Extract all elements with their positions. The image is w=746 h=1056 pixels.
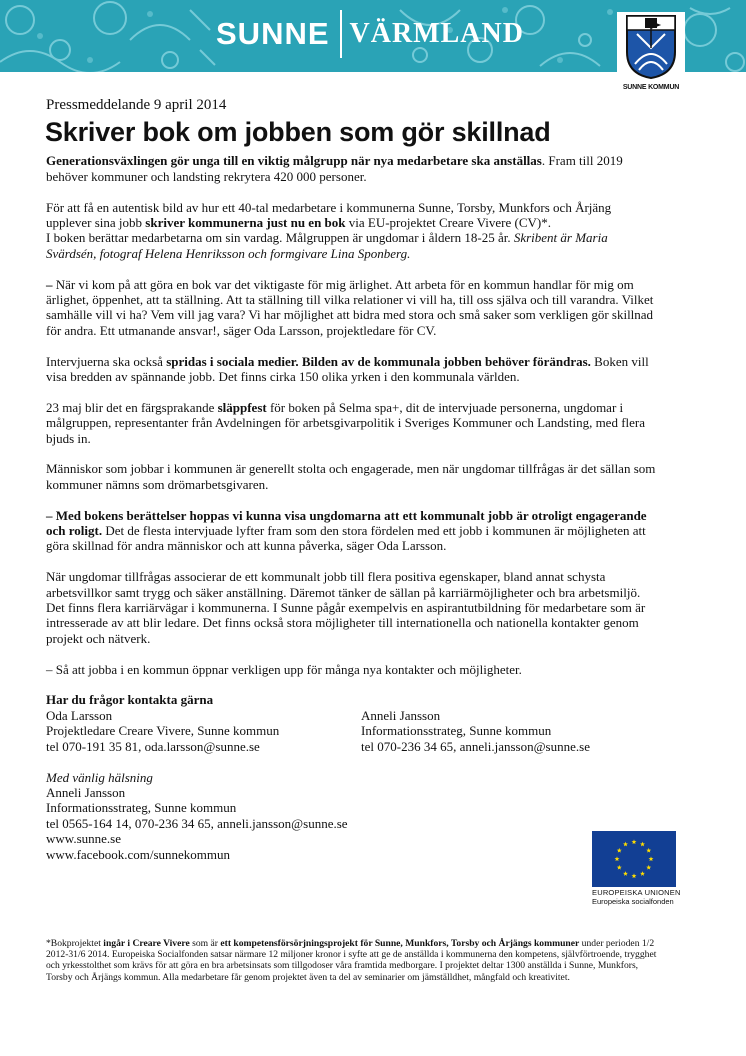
press-release-body: [46, 98, 656, 862]
contact-oda: [46, 708, 361, 754]
p5-bold: släppfest: [217, 399, 267, 415]
eu-star: [623, 871, 628, 876]
p3-text: När vi kom på att göra en bok var det viktigaste för mig ärlighet. Att arbeta för en kommun handlar för mig om ärlighet, öppenhet, att ta ställning. Att ta ställning till vilka relationer vi vill ha, till oss själva och till varandra. Vilket samhälle vill vi ha? Vem vill jag vara? Vi har möjlighet att bidra med stora och små saker som verkligen gör skillnad för andra. Ett utmanande ansvar!, säger Oda Larsson, projektledare för CV.: [46, 276, 654, 338]
p2-text-b: via EU-projektet Creare Vivere (CV)*.: [345, 215, 551, 231]
eu-star: [623, 842, 628, 847]
eu-star: [632, 839, 637, 844]
p2-bold: skriver kommunerna just nu en bok: [145, 215, 346, 231]
contact-details[interactable]: tel 070-191 35 81, oda.larsson@sunne.se: [46, 738, 260, 754]
lead-paragraph: [46, 153, 656, 184]
closing-role: Informationsstrateg, Sunne kommun: [46, 800, 237, 816]
p4-text-a: Intervjuerna ska också: [46, 353, 167, 369]
footnote-d: ett kompetensförsörjningsprojekt för Sunne, Munkfors, Torsby och Årjängs kommuner: [220, 938, 580, 949]
p4-text-rest: Boken vill visa bredden av spännande jobb. Det finns cirka 150 olika yrken i den kommunala världen.: [46, 353, 649, 385]
paragraph-7: [46, 508, 656, 554]
eu-label-union: EUROPEISKA UNIONEN: [592, 888, 681, 897]
brand-sunne: SUNNE: [216, 16, 330, 51]
eu-star: [617, 848, 622, 853]
footnote-e: under perioden 1/2 2012-31/6 2014. Europeiska Socialfonden satsar närmare 12 miljoner kronor i syfte att ge de anställda i kommunerna den kompetens, självförtroende, trygghet och yrkesstolthet som krävs för att göra en bra arbetsinsats som tillgodoser våra framtida medborgare. I projektet deltar 1300 anställda i Sunne, Munkfors, Torsby och Årjängs kommun. Alla medarbetare får genom projektet även ta del av seminarier om jämställdhet, mångfald och kreativitet.: [46, 938, 657, 983]
contact-name: Anneli Jansson: [361, 707, 441, 723]
p2-text-a: För att få en autentisk bild av hur ett 40-tal medarbetare i kommunerna Sunne, Torsby, Munkfors och Årjäng upplever sina jobb: [46, 199, 612, 231]
paragraph-8: När ungdomar tillfrågas associerar de ett kommunalt jobb till flera positiva egenskaper, bland annat schysta arbetsvillkor samt trygg och säker anställning. Däremot tänker de sällan på karriärmöjligheter och bra arbetsmiljö. Det finns flera karriärvägar i kommunerna. I Sunne pågår exempelvis en aspirantutbildning för medarbetare som är intresserade av att blir ledare. Det finns också stora möjligheter till internationella och nationella kontakter genom projekt och nätverk.: [46, 569, 646, 646]
brand-wordmark: [216, 8, 524, 60]
paragraph-5: [46, 400, 656, 446]
brand-varmland: VÄRMLAND: [349, 18, 524, 49]
contact-name: Oda Larsson: [46, 707, 113, 723]
eu-star: [615, 856, 620, 861]
p5-text-a: 23 maj blir det en färgsprakande: [46, 399, 218, 415]
paragraph-3: [46, 277, 656, 339]
lead-bold: Generationsväxlingen gör unga till en viktig målgrupp när nya medarbetare ska anställas: [46, 153, 542, 169]
brand-divider: [340, 10, 342, 58]
paragraph-6: Människor som jobbar i kommunen är generellt stolta och engagerade, men när ungdomar tillfrågas är det sällan som kommuner nämns som drömarbetsgivaren.: [46, 461, 656, 492]
footnote-a: *Bokprojektet: [46, 938, 104, 949]
website-link[interactable]: www.sunne.se: [46, 831, 121, 847]
footnote-c: som är: [189, 938, 221, 949]
eu-flag-icon: [592, 831, 676, 887]
paragraph-2: [46, 200, 656, 262]
facebook-link[interactable]: www.facebook.com/sunnekommun: [46, 846, 231, 862]
contact-role: Informationsstrateg, Sunne kommun: [361, 723, 552, 739]
eu-stars: [592, 831, 676, 887]
p2-text-c: I boken berättar medarbetarna om sin vardag. Målgruppen är ungdomar i åldern 18-25 år.: [46, 230, 514, 246]
closing-block: [46, 770, 656, 862]
contacts-heading-text: Har du frågor kontakta gärna: [46, 692, 214, 708]
p5-text-rest: för boken på Selma spa+, dit de intervjuade personerna, ungdomar i målgruppen, representanter från Avdelningen för arbetsgivarpolitik i Sveriges Kommuner och Landsting, med flera bjuds in.: [46, 399, 646, 446]
paragraph-9: – Så att jobba i en kommun öppnar verkligen upp för många nya kontakter och möjligheter.: [46, 661, 522, 677]
p7-bold: – Med bokens berättelser hoppas vi kunna visa ungdomarna att ett kommunalt jobb är otroligt engagerande och roligt.: [46, 507, 647, 539]
contact-anneli: [361, 708, 590, 754]
contact-details[interactable]: tel 070-236 34 65, anneli.jansson@sunne.se: [361, 738, 590, 754]
p3-dash: –: [46, 276, 53, 292]
p2-credits: Skribent är Maria Svärdsén, fotograf Helena Henriksson och formgivare Lina Sponberg.: [46, 230, 608, 261]
lead-rest: . Fram till 2019 behöver kommuner och landsting rekrytera 420 000 personer.: [46, 153, 623, 184]
closing-greeting: Med vänlig hälsning: [46, 769, 153, 785]
eu-star: [646, 865, 651, 870]
p7-text-rest: Det de flesta intervjuade lyfter fram som den stora fördelen med ett jobb i kommunen är möjligheten att göra skillnad för andra människor och att kunna påverka, säger Oda Larsson.: [46, 523, 646, 554]
closing-name: Anneli Jansson: [46, 784, 126, 800]
footnote: [46, 938, 658, 983]
page-title: Skriver bok om jobben som gör skillnad: [45, 117, 551, 148]
footnote-b: ingår i Creare Vivere: [103, 938, 190, 949]
crest-label: SUNNE KOMMUN: [622, 84, 680, 91]
press-date: Pressmeddelande 9 april 2014: [46, 97, 227, 113]
eu-star: [617, 865, 622, 870]
eu-star: [646, 848, 651, 853]
contacts-heading: [46, 692, 656, 707]
eu-label-fund: Europeiska socialfonden: [592, 897, 674, 906]
eu-star: [632, 873, 637, 878]
closing-contact[interactable]: tel 0565-164 14, 070-236 34 65, anneli.jansson@sunne.se: [46, 815, 348, 831]
municipality-crest: [617, 12, 685, 96]
eu-star: [640, 842, 645, 847]
paragraph-4: [46, 354, 656, 385]
eu-star: [640, 871, 645, 876]
crest-icon: [625, 14, 677, 80]
eu-star: [649, 856, 654, 861]
p4-bold: spridas i sociala medier. Bilden av de kommunala jobben behöver förändras.: [166, 353, 591, 369]
contacts-block: [46, 708, 656, 754]
contact-role: Projektledare Creare Vivere, Sunne kommun: [46, 723, 280, 739]
eu-label: [592, 888, 702, 906]
